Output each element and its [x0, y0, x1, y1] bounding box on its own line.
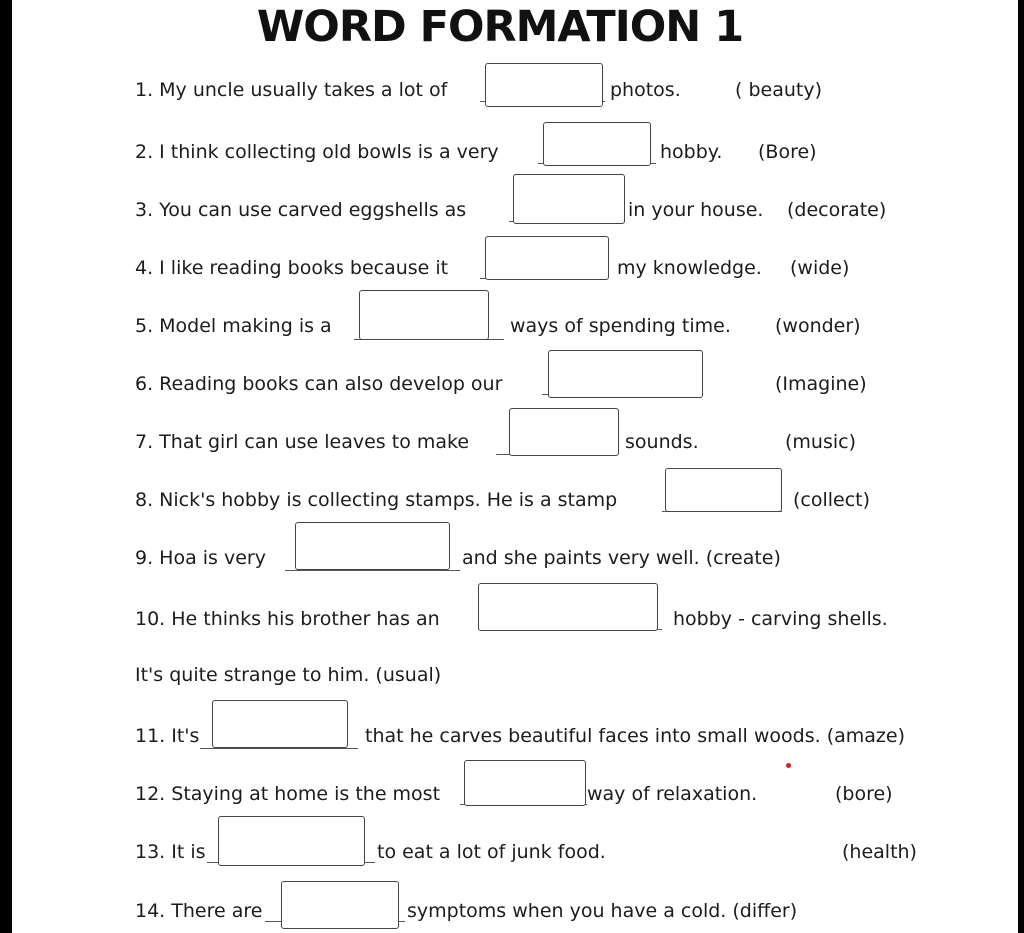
item-11-continuation: that he carves beautiful faces into small woods. (amaze)	[365, 725, 905, 747]
item-13-continuation: to eat a lot of junk food.	[377, 841, 606, 863]
item-13-answer-box[interactable]	[218, 816, 365, 866]
item-6-prompt: 6. Reading books can also develop our	[135, 373, 503, 395]
item-8-hint: (collect)	[793, 489, 871, 511]
item-1-prompt: 1. My uncle usually takes a lot of	[135, 79, 448, 101]
item-7-hint: (music)	[785, 431, 856, 453]
worksheet-title: WORD FORMATION 1	[256, 2, 744, 52]
item-7-continuation: sounds.	[625, 431, 699, 453]
item-10-continuation: hobby - carving shells.	[673, 608, 888, 630]
item-3-answer-box[interactable]	[513, 174, 625, 224]
item-13-hint: (health)	[842, 841, 917, 863]
item-9-prompt: 9. Hoa is very	[135, 547, 266, 569]
item-9-continuation: and she paints very well. (create)	[462, 547, 781, 569]
item-6-hint: (Imagine)	[775, 373, 867, 395]
red-dot-mark	[786, 763, 791, 768]
item-5-continuation: ways of spending time.	[510, 315, 731, 337]
item-1-continuation: photos.	[610, 79, 681, 101]
item-8-answer-box[interactable]	[665, 468, 782, 512]
item-2-continuation: hobby.	[660, 141, 723, 163]
item-13-prompt: 13. It is	[135, 841, 206, 863]
item-12-answer-box[interactable]	[464, 760, 586, 806]
item-3-hint: (decorate)	[787, 199, 887, 221]
item-12-continuation: way of relaxation.	[587, 783, 758, 805]
item-3-prompt: 3. You can use carved eggshells as	[135, 199, 467, 221]
item-7-answer-box[interactable]	[509, 408, 619, 456]
item-11-prompt: 11. It's	[135, 725, 200, 747]
item-10-prompt: 10. He thinks his brother has an	[135, 608, 440, 630]
item-6-answer-box[interactable]	[548, 350, 703, 398]
item-10-continuation-line: It's quite strange to him. (usual)	[135, 664, 442, 686]
item-9-answer-box[interactable]	[295, 522, 450, 570]
item-2-answer-box[interactable]	[543, 122, 651, 166]
item-4-hint: (wide)	[790, 257, 850, 279]
item-5-hint: (wonder)	[775, 315, 861, 337]
item-12-prompt: 12. Staying at home is the most	[135, 783, 441, 805]
item-11-answer-box[interactable]	[212, 700, 348, 748]
item-2-prompt: 2. I think collecting old bowls is a very	[135, 141, 499, 163]
item-14-prompt: 14. There are	[135, 900, 263, 922]
item-14-answer-box[interactable]	[281, 881, 399, 929]
item-3-continuation: in your house.	[628, 199, 764, 221]
item-1-answer-box[interactable]	[485, 63, 603, 107]
item-10-answer-box[interactable]	[478, 583, 658, 631]
item-4-answer-box[interactable]	[485, 236, 609, 280]
item-1-hint: ( beauty)	[735, 79, 822, 101]
item-12-hint: (bore)	[835, 783, 893, 805]
item-2-hint: (Bore)	[758, 141, 817, 163]
item-11-underline	[200, 748, 358, 749]
item-9-underline	[285, 570, 460, 571]
item-4-continuation: my knowledge.	[617, 257, 762, 279]
item-8-prompt: 8. Nick's hobby is collecting stamps. He is a stamp	[135, 489, 618, 511]
item-5-answer-box[interactable]	[359, 290, 489, 340]
item-4-prompt: 4. I like reading books because it	[135, 257, 449, 279]
item-7-prompt: 7. That girl can use leaves to make	[135, 431, 470, 453]
item-14-continuation: symptoms when you have a cold. (differ)	[407, 900, 798, 922]
item-5-prompt: 5. Model making is a	[135, 315, 332, 337]
